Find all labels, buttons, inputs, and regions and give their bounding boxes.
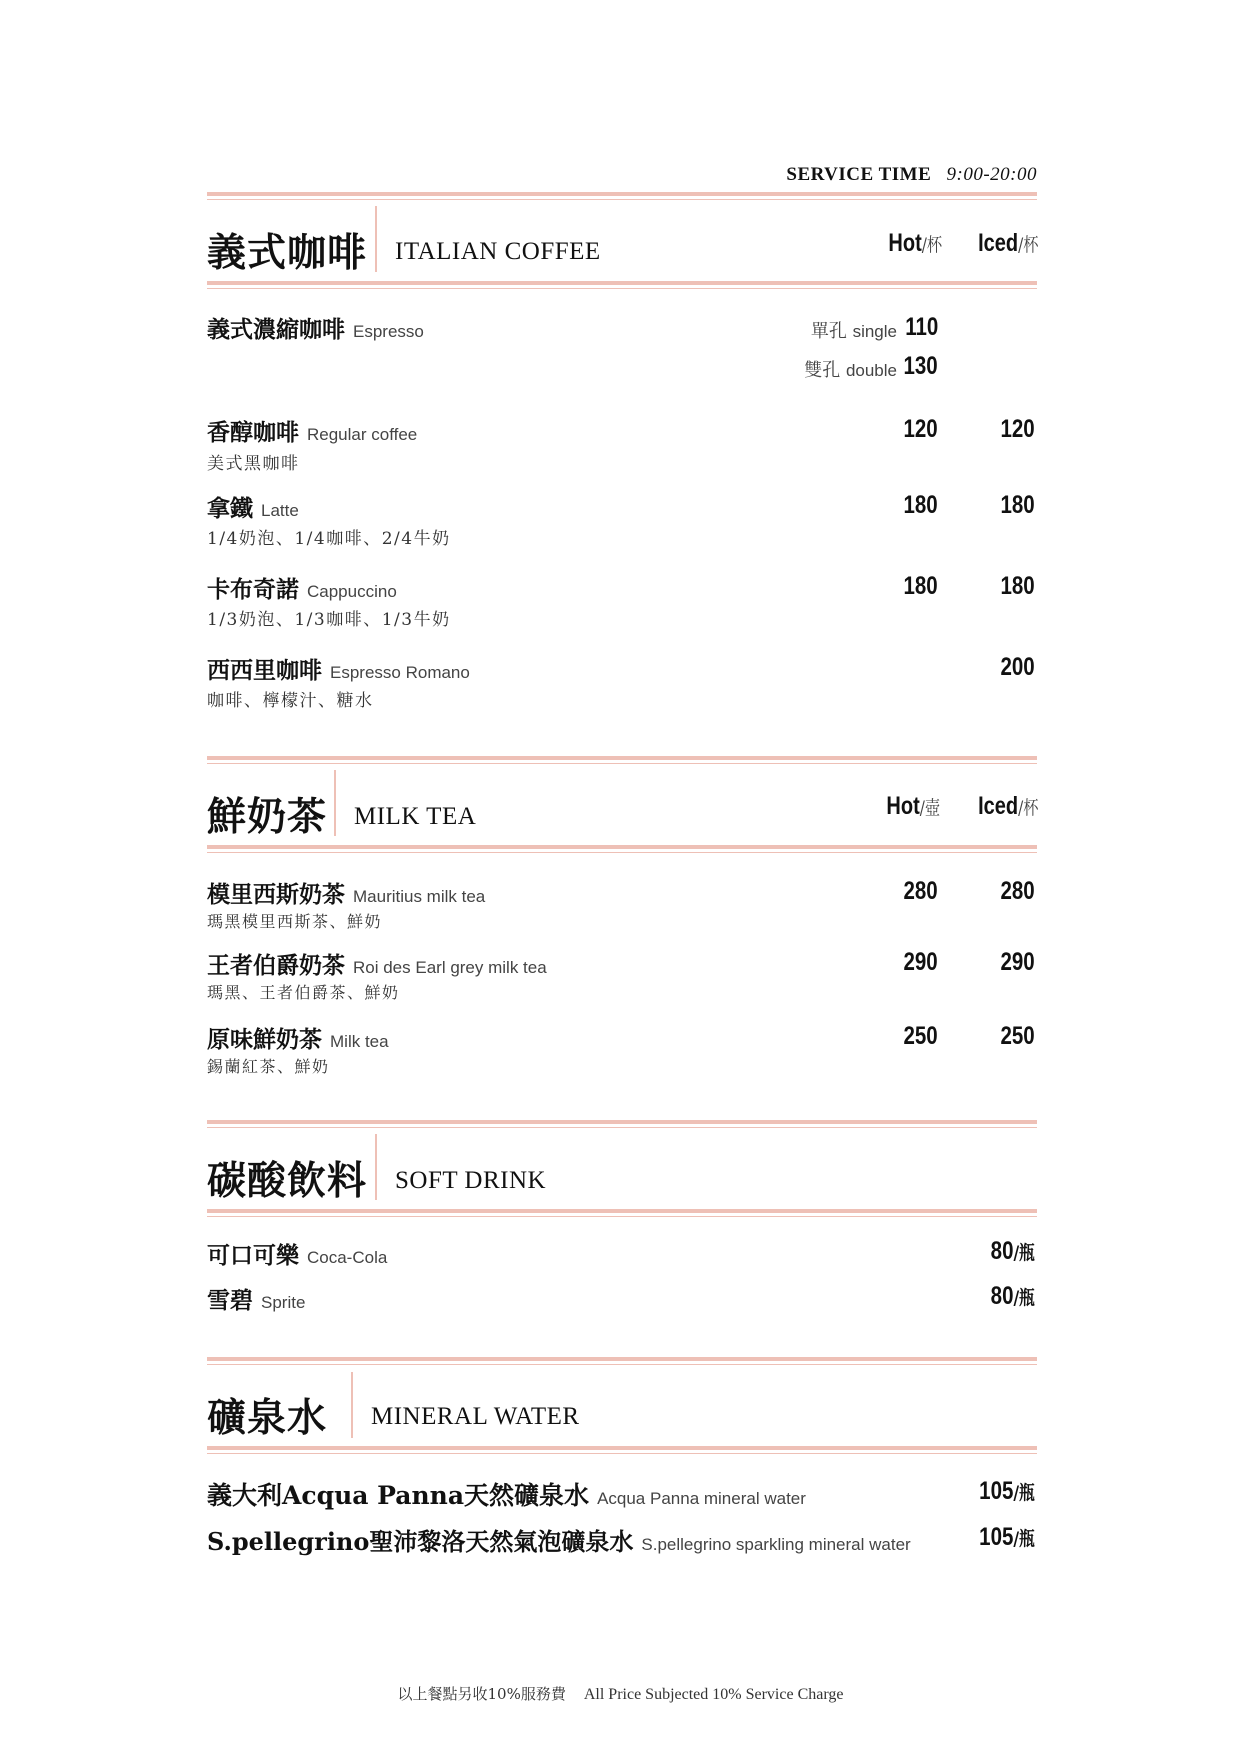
price-bottle <box>991 1237 1035 1266</box>
menu-item-acqua-panna <box>207 1476 806 1512</box>
section-subtitle-milktea: MILK TEA <box>354 803 477 830</box>
section-subtitle-coffee: ITALIAN COFFEE <box>395 238 601 265</box>
item-name-zh: 卡布奇諾 <box>207 576 299 603</box>
option-label-double <box>804 356 897 382</box>
section-divider <box>207 1120 1037 1124</box>
menu-item-regular-coffee <box>207 414 417 447</box>
price-value: 105 <box>979 1477 1014 1505</box>
item-description: 錫蘭紅茶、鮮奶 <box>207 1057 330 1076</box>
title-separator <box>334 770 336 836</box>
item-name-en: Coca-Cola <box>307 1248 388 1267</box>
item-name-zh: 香醇咖啡 <box>207 419 299 446</box>
column-header-iced <box>978 229 1038 258</box>
item-name-en: Latte <box>261 501 299 520</box>
price-hot: 120 <box>903 415 938 443</box>
iced-unit: /杯 <box>1017 234 1038 256</box>
price-value: 105 <box>979 1523 1014 1551</box>
section-title-milktea: 鮮奶茶 <box>207 794 328 840</box>
price-iced: 290 <box>1000 948 1035 976</box>
service-time <box>786 164 1037 186</box>
price-hot: 250 <box>903 1022 938 1050</box>
hot-label: Hot <box>888 229 922 257</box>
price-iced: 180 <box>1000 572 1035 600</box>
price-hot: 280 <box>903 877 938 905</box>
price-hot: 290 <box>903 948 938 976</box>
section-divider <box>207 281 1037 285</box>
menu-item-s-pellegrino <box>207 1522 911 1557</box>
section-title-coffee: 義式咖啡 <box>207 230 368 276</box>
price-iced: 180 <box>1000 491 1035 519</box>
section-divider <box>207 192 1037 196</box>
service-charge-zh: 以上餐點另收10%服務費 <box>397 1685 566 1703</box>
section-divider <box>207 756 1037 760</box>
menu-item-espresso-romano <box>207 652 470 685</box>
option-en: single <box>852 322 897 341</box>
menu-item-mauritius-milk-tea <box>207 876 485 909</box>
item-name-en: Cappuccino <box>307 582 397 601</box>
price-bottle <box>980 1523 1035 1552</box>
option-zh: 單孔 <box>810 321 847 342</box>
item-name-zh: 西西里咖啡 <box>207 657 322 684</box>
section-divider <box>207 845 1037 849</box>
item-name-zh: 模里西斯奶茶 <box>207 881 345 908</box>
item-name-zh: 義大利Acqua Panna天然礦泉水 <box>207 1481 590 1510</box>
price-iced: 120 <box>1000 415 1035 443</box>
section-title-soft-drink: 碳酸飲料 <box>207 1158 368 1204</box>
item-name-zh: 拿鐵 <box>207 495 253 522</box>
menu-item-cappuccino <box>207 571 397 604</box>
item-name-zh: 雪碧 <box>207 1287 253 1314</box>
menu-item-espresso <box>207 311 424 344</box>
section-title-mineral-water: 礦泉水 <box>207 1395 328 1441</box>
iced-unit: /杯 <box>1017 797 1038 819</box>
iced-label: Iced <box>977 792 1018 820</box>
price-unit: /瓶 <box>1013 1528 1035 1550</box>
hot-label: Hot <box>886 792 920 820</box>
hot-unit: /壺 <box>919 797 940 819</box>
price-unit: /瓶 <box>1013 1242 1035 1264</box>
column-header-iced <box>978 792 1038 821</box>
menu-item-milk-tea <box>207 1021 389 1054</box>
section-divider <box>207 1446 1037 1450</box>
price-bottle <box>991 1282 1035 1311</box>
price-single: 110 <box>904 313 938 341</box>
option-zh: 雙孔 <box>804 360 841 381</box>
price-hot: 180 <box>903 491 938 519</box>
section-divider <box>207 1209 1037 1213</box>
price-iced: 250 <box>1000 1022 1035 1050</box>
item-name-zh: 原味鮮奶茶 <box>207 1026 322 1053</box>
menu-item-latte <box>207 490 299 523</box>
price-value: 80 <box>990 1282 1014 1310</box>
option-label-single <box>811 317 897 343</box>
item-name-zh: 可口可樂 <box>207 1242 299 1269</box>
item-name-zh: S.pellegrino聖沛黎洛天然氣泡礦泉水 <box>207 1527 634 1556</box>
item-name-en: Mauritius milk tea <box>353 887 486 906</box>
item-description: 咖啡、檸檬汁、糖水 <box>207 691 374 711</box>
title-separator <box>351 1372 353 1438</box>
item-name-en: Acqua Panna mineral water <box>597 1489 806 1508</box>
price-hot: 180 <box>903 572 938 600</box>
item-name-en: Roi des Earl grey milk tea <box>353 958 547 977</box>
column-header-hot <box>888 229 942 258</box>
item-description: 1/4奶泡、1/4咖啡、2/4牛奶 <box>207 529 451 549</box>
item-name-zh: 義式濃縮咖啡 <box>207 316 345 343</box>
item-name-en: Espresso <box>353 322 424 341</box>
menu-item-coca-cola <box>207 1237 387 1270</box>
price-unit: /瓶 <box>1013 1287 1035 1309</box>
service-time-value: 9:00-20:00 <box>946 164 1037 185</box>
item-description: 美式黑咖啡 <box>207 454 300 474</box>
service-charge-note <box>0 1683 1241 1704</box>
item-description: 瑪黑、王者伯爵茶、鮮奶 <box>207 983 400 1002</box>
title-separator <box>375 1134 377 1200</box>
section-divider <box>207 1357 1037 1361</box>
item-name-en: Milk tea <box>330 1032 389 1051</box>
section-subtitle-mineral-water: MINERAL WATER <box>371 1403 580 1430</box>
price-double: 130 <box>903 352 938 380</box>
item-name-en: Espresso Romano <box>330 663 470 682</box>
item-name-zh: 王者伯爵奶茶 <box>207 952 345 979</box>
title-separator <box>375 206 377 272</box>
price-bottle <box>980 1477 1035 1506</box>
column-header-hot <box>886 792 940 821</box>
item-name-en: Regular coffee <box>307 425 418 444</box>
menu-item-sprite <box>207 1282 305 1315</box>
price-iced: 280 <box>1000 877 1035 905</box>
hot-unit: /杯 <box>921 234 942 256</box>
section-subtitle-soft-drink: SOFT DRINK <box>395 1167 547 1194</box>
item-name-en: S.pellegrino sparkling mineral water <box>641 1535 911 1554</box>
price-value: 80 <box>990 1237 1014 1265</box>
item-description: 瑪黑模里西斯茶、鮮奶 <box>207 912 383 931</box>
service-charge-en: All Price Subjected 10% Service Charge <box>583 1686 844 1703</box>
option-en: double <box>845 361 897 380</box>
service-time-label: SERVICE TIME <box>786 164 932 185</box>
price-iced: 200 <box>1000 653 1035 681</box>
item-name-en: Sprite <box>261 1293 306 1312</box>
item-description: 1/3奶泡、1/3咖啡、1/3牛奶 <box>207 610 451 630</box>
iced-label: Iced <box>977 229 1018 257</box>
menu-item-earl-grey-milk-tea <box>207 947 547 980</box>
price-unit: /瓶 <box>1013 1482 1035 1504</box>
